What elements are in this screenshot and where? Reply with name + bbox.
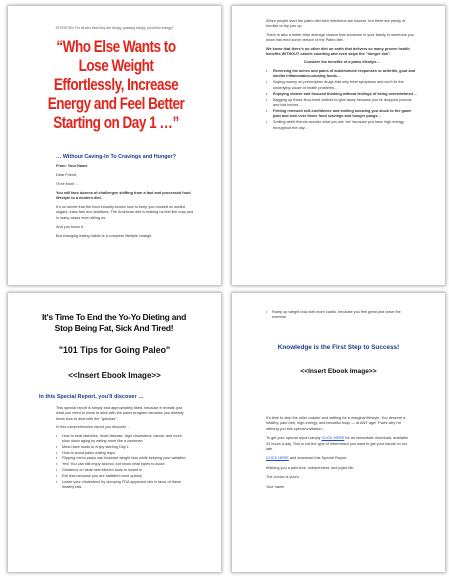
paragraph: It's time to step the roller coaster and settling for a marginal lifestyle. You deserve a healthy, pain-free, high-energy, and beautiful body — at ANY age! That's why I'm offering you this special invitation…	[266, 416, 406, 431]
list-item: • Eat less because you are satisfied more quickly	[56, 474, 188, 479]
list-item: • Bagging up those flour-lined clothes to give away because you've dropped pounds and lost inches…	[266, 98, 418, 109]
list-item: • Feeling renewed self-confidence and smiling knowing you stuck to the game plan and won over those food cravings and hunger pangs…	[266, 109, 418, 120]
click-here-link[interactable]: CLICK HERE	[266, 456, 289, 461]
signature: Your name	[266, 484, 285, 489]
page-body	[56, 406, 188, 491]
document-page-4	[232, 293, 445, 572]
page-body	[266, 416, 412, 494]
knowledge-heading: Knowledge is the First Step to Success!	[277, 344, 400, 351]
paragraph: And you know it.	[56, 224, 84, 229]
paragraph: You will face dozens of challenges shifting from a fast and processed food lifestyle to a modern diet.	[56, 190, 191, 201]
benefits-heading: Consider the benefits of a paleo lifestyle…	[303, 60, 381, 65]
letter-body	[56, 164, 196, 243]
list-item: • Reversing the aches and pains of autoimmune responses or arthritis, gout and similar inflammation-causing foods…	[266, 69, 418, 80]
list-item: • How to avoid paleo eating traps	[56, 451, 188, 456]
intro-line: I'll be blunt …	[56, 181, 79, 186]
subheadline: … Without Caving-In To Cravings and Hunger?	[56, 154, 176, 160]
list-item: • Saying money on prescription drugs that only treat symptoms and don't fix the underlying cause of health problems…	[266, 80, 418, 91]
from-line: From: Your Name	[56, 164, 88, 168]
section-title: It's Time To End the Yo-Yo Dieting and Stop Being Fat, Sick And Tired!	[41, 312, 187, 333]
paragraph: It's no secret that the food industry knows how to keep you hooked on added sugars, trans fats and additives. The American diet is making us feel like crap and in many cases even killing us.	[56, 205, 194, 220]
attention-line: ATTENTION: For all who think they are hungry, gnawing hungry, put all the energy?	[55, 26, 174, 30]
benefits-list	[266, 69, 418, 131]
paragraph: This special report is simply and appropriately titled, because it reveals just what you need to know to stick with the paleo program because you already know how to deal with the "gotchas".	[56, 406, 184, 421]
paragraph: There is also a better than average chance that someone in your family or someone you know has tried some version of the Paleo diet.	[266, 32, 414, 43]
paragraph-text: for an immediate download, available 24 hours a day. This is not the type of information you want to get your hands on too late.	[266, 436, 409, 452]
ebook-image-placeholder: <<Insert Ebook Image>>	[68, 371, 161, 380]
paragraph: In this comprehensive report you discover …	[56, 425, 132, 430]
page-body	[266, 19, 418, 132]
closing-line: The choice is yours,	[266, 475, 300, 480]
list-item: • Lower your cholesterol by dumping FDA approved oils in favor of these healthy fats	[56, 480, 188, 491]
list-item: • Ramp up weight loss with more cardio, because you feel great and crave the exercise	[266, 310, 412, 321]
paragraph: But changing eating habits is a complete lifestyle change.	[56, 233, 153, 238]
list-item: • How to beat diabetes, heart disease, high cholesterol, cancer and more slow down aging by eating more like a caveman	[56, 434, 188, 445]
report-title: "101 Tips for Going Paleo"	[58, 345, 171, 355]
paragraph: When people start the paleo diet their intentions are sincere, but there are plenty of hurdles to trip you up.	[266, 19, 406, 29]
list-item: • Must-have foods to enjoy starting Day 1	[56, 445, 188, 450]
click-here-link[interactable]: CLICK HERE	[321, 436, 345, 441]
tips-list	[56, 434, 188, 491]
sales-headline: “Who Else Wants to Lose Weight Effortlessly, Increase Energy and Feel Better Starting on Day 1 …”	[47, 38, 185, 132]
paragraph	[266, 456, 412, 461]
paragraph-text: To get your special report simply	[266, 436, 322, 441]
document-page-3	[8, 293, 221, 572]
list-item: • Yes! You can still enjoy alcohol, but know what types to avoid	[56, 462, 188, 467]
paragraph-text: and download this Special Report.	[288, 456, 348, 461]
paragraph: Wishing you a pain-free, independent, and joyful life.	[266, 465, 355, 470]
salutation: Dear Friend,	[56, 172, 78, 177]
list-item: • Guidance on what new kitchen tools to invest in	[56, 468, 188, 473]
document-page-1	[8, 6, 221, 285]
paragraph: We know that there's no other diet on earth that delivers so many proven health benefits WITHOUT calorie counting and even skips the "hunger lion".	[266, 46, 410, 57]
document-page-2	[232, 6, 445, 285]
ebook-image-placeholder: <<Insert Ebook Image>>	[300, 368, 377, 375]
discover-heading: In this Special Report, you'll discover …	[39, 394, 144, 400]
paragraph	[266, 436, 412, 452]
list-item: • Enjoying clearer and focused thinking without feelings of being overwhelmed …	[266, 92, 418, 97]
list-item: • Smiling while friends wonder what you ate 'cet' because you have high energy throughout the day…	[266, 120, 418, 131]
list-item: • Flipping menu plans can kickstart weight loss while keeping your satisfied	[56, 456, 188, 461]
